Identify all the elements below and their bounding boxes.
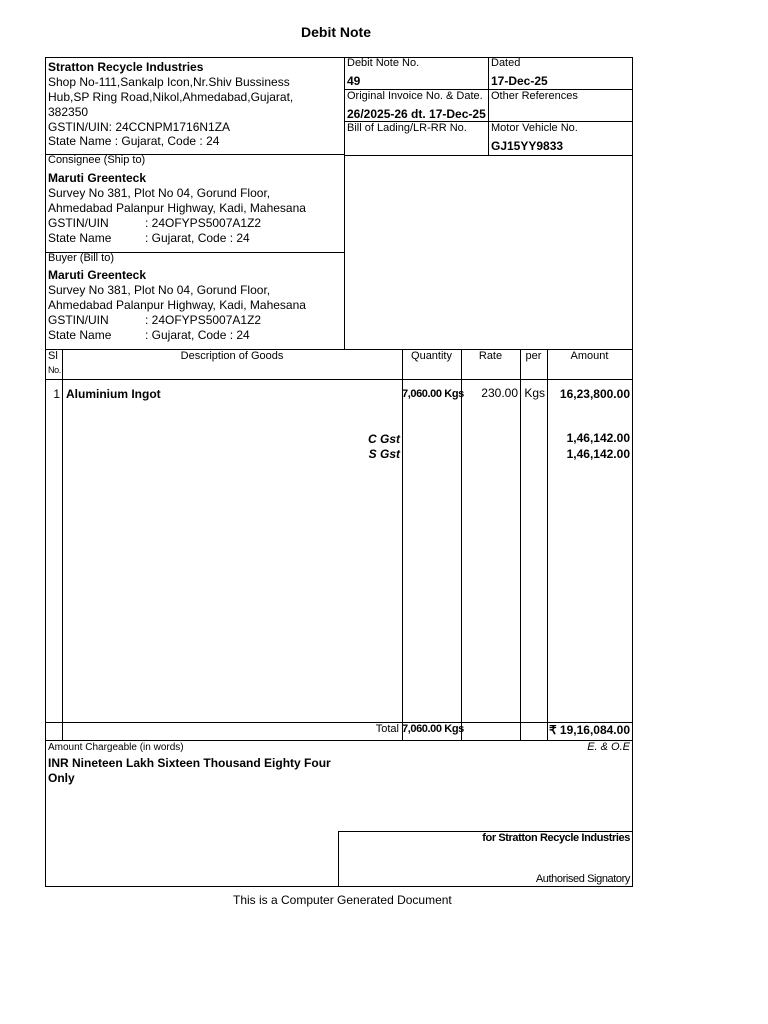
seller-address-line1: Shop No-111,Sankalp Icon,Nr.Shiv Bussiness — [48, 75, 290, 89]
consignee-label: Consignee (Ship to) — [48, 154, 146, 166]
consignee-state-value: : Gujarat, Code : 24 — [145, 231, 250, 245]
header-divider — [344, 57, 345, 349]
motor-vehicle-value: GJ15YY9833 — [491, 139, 564, 153]
item-sl: 1 — [53, 387, 60, 401]
buyer-address-line1: Survey No 381, Plot No 04, Gorund Floor, — [48, 283, 271, 297]
buyer-gstin-value: : 24OFYPS5007A1Z2 — [145, 313, 262, 327]
header-quantity: Quantity — [411, 350, 452, 362]
col-rate — [520, 349, 521, 740]
item-amount: 16,23,800.00 — [559, 387, 630, 401]
original-invoice-label: Original Invoice No. & Date. — [347, 90, 483, 102]
border-top — [45, 57, 633, 58]
buyer-state-value: : Gujarat, Code : 24 — [145, 328, 250, 342]
item-quantity: 7,060.00 Kgs — [402, 388, 464, 400]
buyer-address-line2: Ahmedabad Palanpur Highway, Kadi, Mahesana — [48, 298, 306, 312]
col-sl — [62, 349, 63, 740]
header-description: Description of Goods — [180, 350, 284, 362]
consignee-name: Maruti Greenteck — [48, 171, 147, 185]
tax-sgst-amount: 1,46,142.00 — [566, 447, 630, 461]
signature-box-left — [338, 831, 339, 886]
meta-divider — [488, 57, 489, 155]
amount-in-words-line2: Only — [48, 771, 75, 785]
seller-name: Stratton Recycle Industries — [48, 60, 204, 74]
tax-sgst-label: S Gst — [368, 447, 400, 461]
total-quantity: 7,060.00 Kgs — [402, 723, 464, 735]
meta-row-sep-3 — [344, 155, 632, 156]
header-sl: Sl — [48, 350, 58, 362]
words-label: Amount Chargeable (in words) — [48, 742, 184, 753]
bill-of-lading-label: Bill of Lading/LR-RR No. — [347, 122, 467, 134]
tax-cgst-amount: 1,46,142.00 — [566, 431, 630, 445]
buyer-state-label: State Name — [48, 328, 112, 342]
motor-vehicle-label: Motor Vehicle No. — [491, 122, 578, 134]
header-rate: Rate — [478, 350, 503, 362]
consignee-state-label: State Name — [48, 231, 112, 245]
buyer-gstin-label: GSTIN/UIN — [48, 313, 109, 327]
amount-in-words-line1: INR Nineteen Lakh Sixteen Thousand Eighty Four — [48, 756, 331, 770]
seller-state: State Name : Gujarat, Code : 24 — [48, 134, 220, 148]
total-amount: ₹ 19,16,084.00 — [548, 723, 630, 737]
original-invoice-value: 26/2025-26 dt. 17-Dec-25 — [347, 107, 486, 121]
seller-gstin: GSTIN/UIN: 24CCNPM1716N1ZA — [48, 120, 231, 134]
consignee-address-line2: Ahmedabad Palanpur Highway, Kadi, Mahesana — [48, 201, 306, 215]
debit-note-no-label: Debit Note No. — [347, 57, 420, 69]
item-per: Kgs — [524, 386, 545, 400]
debit-note-no: 49 — [347, 74, 361, 88]
col-qty — [461, 349, 462, 740]
other-references-label: Other References — [491, 90, 578, 102]
consignee-gstin-value: : 24OFYPS5007A1Z2 — [145, 216, 262, 230]
eoe-label: E. & O.E — [587, 741, 630, 753]
footer-note: This is a Computer Generated Document — [233, 893, 452, 907]
col-per — [547, 349, 548, 740]
header-per: per — [525, 350, 542, 362]
page-title: Debit Note — [301, 24, 371, 40]
border-left — [45, 57, 46, 886]
total-label: Total — [375, 723, 399, 735]
buyer-name: Maruti Greenteck — [48, 268, 147, 282]
border-right — [632, 57, 633, 886]
header-sl-no: No. — [48, 365, 61, 375]
buyer-label: Buyer (Bill to) — [48, 252, 115, 264]
item-rate: 230.00 — [481, 386, 518, 400]
consignee-address-line1: Survey No 381, Plot No 04, Gorund Floor, — [48, 186, 271, 200]
header-amount: Amount — [570, 350, 609, 362]
signature-company: for Stratton Recycle Industries — [482, 832, 630, 844]
signature-authorised: Authorised Signatory — [535, 873, 630, 885]
consignee-gstin-label: GSTIN/UIN — [48, 216, 109, 230]
seller-address-line2: Hub,SP Ring Road,Nikol,Ahmedabad,Gujarat, — [48, 90, 294, 104]
table-header-bottom — [45, 379, 633, 380]
dated-value: 17-Dec-25 — [491, 74, 548, 88]
tax-cgst-label: C Gst — [367, 432, 400, 446]
item-description: Aluminium Ingot — [66, 387, 161, 401]
dated-label: Dated — [491, 57, 521, 69]
col-desc — [402, 349, 403, 740]
seller-address-line3: 382350 — [48, 105, 89, 119]
